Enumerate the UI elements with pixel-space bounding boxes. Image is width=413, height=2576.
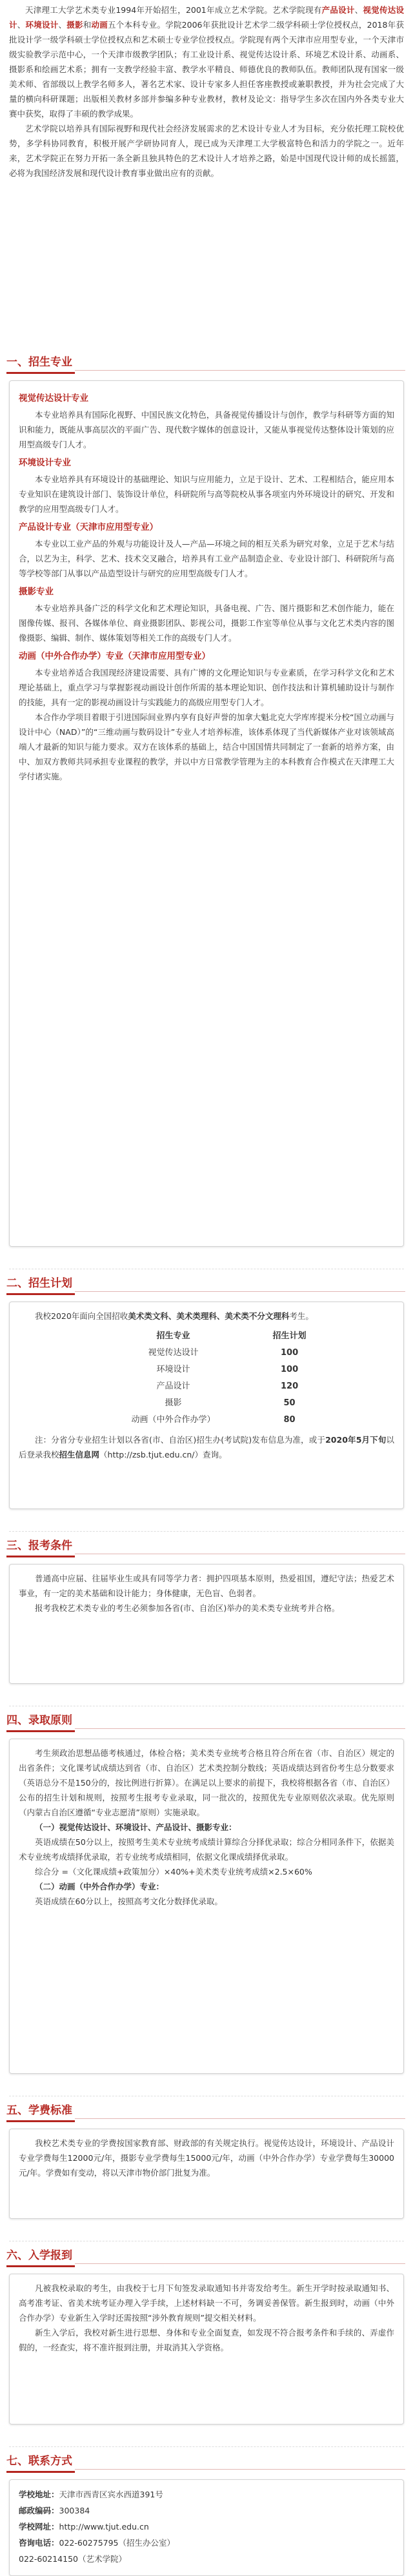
major-description: 本专业培养适合我国现经济建设需要、具有广博的文化理论知识与专业素质，在学习科学文化和艺术理论基础上，重点学习与掌握影视动画设计创作所需的基本理论知识、创作技法和计算机辅助设计与制作的技能，具有一定的影视动画设计与实践能力的高级应用型专门人才。 bbox=[19, 668, 394, 707]
divider bbox=[75, 2263, 405, 2264]
plan-note bbox=[19, 1432, 394, 1462]
major-description: 本专业培养具有环境设计的基础理论、知识与应用能力，立足于设计、艺术、工程相结合，能应用本专业知识在建筑设计部门、装饰设计单位，科研院所与高等院校从事各项室内外环境设计的研究、开发和教学的应用型高级专门人才。 bbox=[19, 474, 394, 514]
separator bbox=[9, 2219, 404, 2241]
table-row bbox=[90, 1361, 323, 1378]
major-highlight: 动画 bbox=[91, 20, 108, 30]
section-heading bbox=[0, 1706, 413, 1739]
intro-text: 、 bbox=[17, 20, 26, 30]
section-heading bbox=[0, 2241, 413, 2274]
contact-zip bbox=[19, 2503, 394, 2519]
note-text: 以后登录我校 bbox=[19, 1435, 394, 1459]
phone-link[interactable]: 022-60214150（艺术学院） bbox=[19, 2554, 126, 2564]
intro-text: 、 bbox=[58, 20, 67, 30]
section-title: 二、招生计划 bbox=[6, 1276, 75, 1295]
contact-key: 学校网址： bbox=[19, 2522, 59, 2532]
majors-card bbox=[9, 380, 404, 1247]
contact-phone-2 bbox=[19, 2551, 394, 2567]
plan-text: 我校2020年面向全国招收 bbox=[35, 1311, 128, 1321]
major-description: 本专业以工业产品的外观与功能设计及人—产品—环境之间的相互关系为研究对象，立足于艺术与结合，以艺为主，科学、艺术、技术交叉融合，培养具有工业产品制造企业、专业设计部门、科研院所与高等学校等部门从事以产品造型设计与研究的应用型高级专门人才。 bbox=[19, 539, 394, 578]
contact-phone bbox=[19, 2535, 394, 2551]
section-principles bbox=[0, 1706, 413, 2074]
major-title: 环境设计专业 bbox=[19, 458, 71, 468]
section-title: 三、报考条件 bbox=[6, 1539, 75, 1557]
divider bbox=[75, 1291, 405, 1292]
note-text: 注：分省分专业招生计划以各省(市、自治区)招生办(考试院)发布信息为准，或于 bbox=[35, 1435, 326, 1445]
plan-card bbox=[9, 1302, 404, 1509]
enrollment-card bbox=[9, 2274, 404, 2425]
divider bbox=[75, 2118, 405, 2119]
major-description: 本专业培养具有国际化视野、中国民族文化特色，具备视觉传播设计与创作，教学与科研等方面的知识和能力，既能从事高层次的平面广告、现代数字媒体的创意设计，又能从事视觉传达整体设计策划的应用型高级专门人才。 bbox=[19, 410, 394, 449]
major-title: 摄影专业 bbox=[19, 587, 54, 597]
fees-card bbox=[9, 2129, 404, 2219]
contact-key: 学校地址： bbox=[19, 2490, 59, 2499]
conditions-card bbox=[9, 1564, 404, 1684]
major-cell: 摄影 bbox=[165, 1398, 182, 1408]
rule-title: （一）视觉传达设计、环境设计、产品设计、摄影专业： bbox=[35, 1822, 237, 1832]
rule-text: 英语成绩在60分以上，按照高考文化分数择优录取。 bbox=[35, 1897, 223, 1906]
contact-card bbox=[9, 2479, 404, 2576]
plan-table bbox=[90, 1327, 323, 1429]
contact-key: 邮政编码： bbox=[19, 2506, 59, 2515]
plan-cell: 100 bbox=[280, 1365, 299, 1374]
major-description: 本专业培养具备广泛的科学文化和艺术理论知识，具备电视、广告、图片摄影和艺术创作能力，能在图像传媒、报刊、各媒体单位、商业摄影团队、影视公司，摄影工作室等单位从事与文化艺术类内容的图像摄影、编辑、制作、媒体策划等相关工作的高级专门人才。 bbox=[19, 603, 394, 643]
section-heading bbox=[0, 2447, 413, 2479]
table-row bbox=[90, 1378, 323, 1395]
major-highlight: 视觉传达设计 bbox=[9, 5, 404, 30]
principles-card bbox=[9, 1739, 404, 2074]
contact-address bbox=[19, 2486, 394, 2503]
section-fees bbox=[0, 2096, 413, 2219]
conditions-paragraph: 报考我校艺术类专业的考生必须参加各省(市、自治区)举办的美术类专业统考并合格。 bbox=[35, 1603, 340, 1613]
plan-cell: 120 bbox=[280, 1381, 299, 1391]
major-description: 本合作办学项目着眼于引进国际间业界内享有良好声誉的加拿大魁北克大学库库提米分校“国立动画与设计中心（NAD）”的“三维动画与数码设计”专业人才培养标准，该体系体现了当代新媒体产业对该领域高端人才最新的知识与能力要求。双方在该体系的基础上，结合中国国情共同制定了一套新的培养方案，由中、加双方教师共同承担专业课程的教学，并以中方日常教学管理为主的本科教育合作模式在天津理工大学付诸实施。 bbox=[19, 712, 394, 781]
plan-text: 考生。 bbox=[289, 1311, 314, 1321]
section-conditions bbox=[0, 1532, 413, 1684]
contact-website bbox=[19, 2519, 394, 2535]
section-heading bbox=[0, 1269, 413, 1302]
note-text-bold: 招生信息网 bbox=[59, 1450, 100, 1459]
phone-link[interactable]: 022-60275795（招生办公室） bbox=[59, 2538, 176, 2548]
table-row bbox=[90, 1395, 323, 1412]
separator bbox=[9, 2425, 404, 2447]
intro-text: 五个本科专业。学院2006年获批设计艺术学二级学科硕士学位授权点，2018年获批设计学一级学科硕士学位授权点和艺术硕士专业学位授权点。学院现有两个天津市应用型专业，一个天津市级实验教学示范中心，一个天津市级教学团队；有工业设计系、视觉传达设计系、环境艺术设计系、动画系、摄影系和绘画艺术系；拥有一支教学经验丰富、教学水平精良、师德优良的教师队伍。教师团队现有国家一级美术师、省部级以上教学名师多人，著名艺术家、设计专家多人担任客座教授或兼职教授，并为社会完成了大量的横向科研课题；出版相关教材多部并参编多种专业教材，教材及论文：指导学生多次在国内外各类专业大赛中获奖，取得了丰硕的教学成果。 bbox=[9, 20, 404, 119]
divider bbox=[75, 370, 405, 371]
major-title: 产品设计专业（天津市应用型专业） bbox=[19, 522, 158, 532]
fees-paragraph: 我校艺术类专业的学费按国家教育部、财政部的有关规定执行。视觉传达设计，环境设计、产品设计专业学费每生12000元/年，摄影专业学费每生15000元/年，动画（中外合作办学）专业学费每生30000元/年。学费如有变动，将以天津市物价部门批复为准。 bbox=[19, 2138, 394, 2178]
section-heading bbox=[0, 1532, 413, 1564]
plan-cell: 80 bbox=[283, 1415, 296, 1425]
intro-text: 和 bbox=[83, 20, 92, 30]
plan-cell: 100 bbox=[280, 1348, 299, 1358]
separator bbox=[9, 2074, 404, 2096]
major-cell: 产品设计 bbox=[156, 1381, 190, 1391]
intro-paragraph-1 bbox=[9, 3, 404, 121]
plan-text-bold: 美术类文科、美术类理科、美术类不分文理科 bbox=[128, 1311, 290, 1321]
plan-cell: 50 bbox=[283, 1398, 296, 1408]
principles-paragraph: 考生须政治思想品德考核通过，体检合格；美术类专业统考合格且符合所在省（市、自治区）规定的出省条件；文化课考试成绩达到省（市、自治区）艺术类控制分数线；英语成绩达到省份考生总分数要求（英语总分不是150分的，按比例进行折算）。在满足以上要求的前提下，我校将根据各省（市、自治区）公布的招生计划和规则，按照考生报考专业录取，同一批次的，按照优先专业原则依次录取。优先原则（内蒙古自治区遵循“专业志愿清”原则）实施录取。 bbox=[19, 1748, 394, 1817]
section-heading bbox=[0, 348, 413, 380]
separator bbox=[9, 1247, 404, 1269]
conditions-paragraph: 普通高中应届、往届毕业生或具有同等学力者：拥护四项基本原则，热爱祖国，遵纪守法；热爱艺术事业，有一定的美术基础和设计能力；身体健康，无色盲、色弱者。 bbox=[19, 1574, 394, 1598]
table-row bbox=[90, 1345, 323, 1361]
divider bbox=[75, 2469, 405, 2470]
contact-value: 天津市西青区宾水西道391号 bbox=[59, 2490, 163, 2499]
section-contact bbox=[0, 2447, 413, 2576]
divider bbox=[75, 1728, 405, 1729]
rule-text: 英语成绩在50分以上，按照考生美术专业统考成绩计算综合分择优录取；综合分相同条件下，依据美术专业统考成绩择优录取，若专业统考成绩相同，依据文化课成绩择优录取。 bbox=[19, 1837, 394, 1862]
intro-section bbox=[0, 0, 413, 348]
separator bbox=[9, 1684, 404, 1706]
section-title: 五、学费标准 bbox=[6, 2103, 75, 2122]
major-cell: 视觉传达设计 bbox=[148, 1348, 199, 1358]
column-header: 招生专业 bbox=[156, 1331, 190, 1341]
plan-intro bbox=[19, 1309, 394, 1323]
major-title: 动画（中外合作办学）专业（天津市应用型专业） bbox=[19, 651, 210, 661]
major-highlight: 环境设计 bbox=[25, 20, 59, 30]
enrollment-paragraph: 凡被我校录取的考生，由我校于七月下旬签发录取通知书并寄发给考生。新生开学时按录取通知书、高考准考证、省美术统考证办理入学手续，上述材料缺一不可，务调妥善保管。新生报到时，动画（中外合作办学）专业新生入学时还需按照“涉外教育规则”提交相关材料。 bbox=[19, 2283, 394, 2323]
column-header: 招生计划 bbox=[272, 1331, 307, 1341]
separator bbox=[9, 1509, 404, 1532]
contact-value: 300384 bbox=[59, 2506, 90, 2515]
admission-site-link[interactable]: （http://zsb.tjut.edu.cn/） bbox=[99, 1450, 203, 1459]
website-link[interactable]: http://www.tjut.edu.cn bbox=[59, 2522, 149, 2532]
section-title: 四、录取原则 bbox=[6, 1713, 75, 1732]
section-plan bbox=[0, 1269, 413, 1509]
section-enrollment bbox=[0, 2241, 413, 2425]
major-highlight: 产品设计 bbox=[321, 5, 355, 15]
contact-key: 咨询电话： bbox=[19, 2538, 59, 2548]
table-header-row bbox=[90, 1327, 323, 1345]
section-heading bbox=[0, 2096, 413, 2129]
intro-text: 、 bbox=[354, 5, 363, 15]
note-text: 查询。 bbox=[203, 1450, 227, 1459]
major-highlight: 摄影 bbox=[66, 20, 83, 30]
intro-text: 天津理工大学艺术类专业1994年开始招生，2001年成立艺术学院。艺术学院现有 bbox=[25, 5, 322, 15]
intro-paragraph-2: 艺术学院以培养具有国际视野和现代社会经济发展需求的艺术设计专业人才为目标，充分依托理工院校优势，多学科协同教育，积极开展产学研协同育人，现已成为天津理工大学极富特色和活力的学院之一。近年来，艺术学院正在努力开拓一条全新且独具特色的艺术设计人才培养之路，始是中国现代设计师的成长摇篮，必将为我国经济发展和现代设计教育事业做出应有的贡献。 bbox=[9, 124, 404, 178]
enrollment-paragraph: 新生入学后，我校对新生进行思想、身体和专业全面复查，如发现不符合报考条件和手续的、弄虚作假的，一经查实，将不准许报到注册，并取消其入学资格。 bbox=[19, 2328, 394, 2352]
section-title: 七、联系方式 bbox=[6, 2454, 75, 2473]
major-title: 视觉传达设计专业 bbox=[19, 393, 88, 404]
note-text-bold: 2020年5月下旬 bbox=[325, 1435, 387, 1445]
rule-formula: 综合分 =（文化课成绩+政策加分）×40%+美术类专业统考成绩×2.5×60% bbox=[35, 1867, 312, 1877]
section-title: 六、入学报到 bbox=[6, 2249, 75, 2267]
major-cell: 环境设计 bbox=[156, 1365, 190, 1374]
rule-title: （二）动画（中外合作办学）专业： bbox=[35, 1882, 165, 1891]
table-row bbox=[90, 1412, 323, 1429]
section-title: 一、招生专业 bbox=[6, 355, 75, 374]
section-majors bbox=[0, 348, 413, 1247]
major-cell: 动画（中外合作办学） bbox=[131, 1415, 216, 1425]
